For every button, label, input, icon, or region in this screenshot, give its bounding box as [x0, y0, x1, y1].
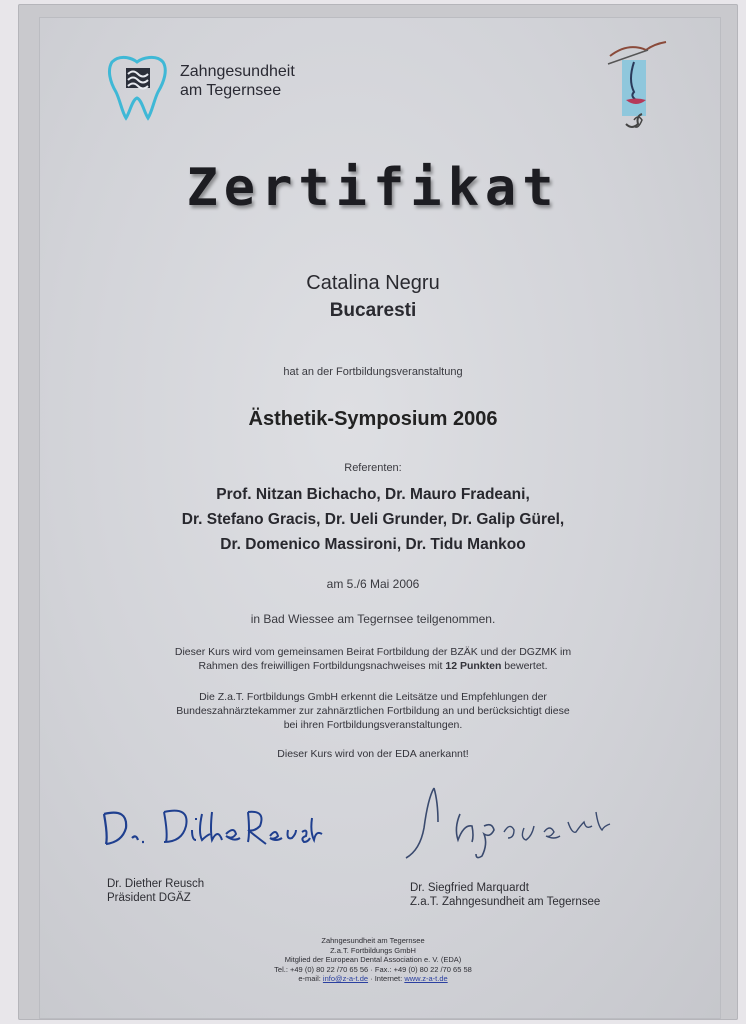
recipient-city: Bucaresti — [329, 300, 417, 321]
points-value: 12 Punkten — [445, 660, 502, 672]
logo-text — [180, 62, 295, 100]
points-line-1: Dieser Kurs wird vom gemeinsamen Beirat Fortbildung der BZÄK und der DGZMK im — [174, 646, 572, 658]
guidelines-line-1: Die Z.a.T. Fortbildungs GmbH erkennt die Leitsätze und Empfehlungen der — [199, 691, 547, 703]
event-date: am 5./6 Mai 2006 — [326, 577, 420, 591]
right-signatory-name: Dr. Siegfried Marquardt — [410, 882, 529, 894]
points-line-2 — [0, 659, 746, 673]
footer-email-link[interactable]: info@z-a-t.de — [322, 974, 369, 983]
speakers-label: Referenten: — [344, 462, 402, 474]
left-signatory — [107, 877, 204, 905]
footer-line-4: Tel.: +49 (0) 80 22 /70 65 56 · Fax.: +49 (0) 80 22 /70 65 58 — [274, 964, 472, 974]
guidelines-paragraph — [0, 690, 746, 732]
tooth-wave-icon — [106, 52, 168, 122]
logo-line-1: Zahngesundheit — [180, 63, 295, 80]
footer — [0, 936, 746, 984]
event-location: in Bad Wiessee am Tegernsee teilgenommen. — [250, 612, 496, 626]
footer-line-5 — [0, 974, 746, 984]
eda-note: Dieser Kurs wird von der EDA anerkannt! — [277, 748, 469, 760]
certificate-title: Zertifikat — [186, 158, 560, 218]
speakers-line-3: Dr. Domenico Massironi, Dr. Tidu Mankoo — [220, 536, 526, 553]
left-signatory-name: Dr. Diether Reusch — [107, 878, 205, 890]
event-name: Ästhetik-Symposium 2006 — [248, 408, 498, 430]
participation-intro: hat an der Fortbildungsveranstaltung — [283, 366, 463, 378]
dgaz-face-logo-icon — [604, 40, 670, 140]
guidelines-line-2: Bundeszahnärztekammer zur zahnärztlichen Fortbildung an und berücksichtigt diese — [176, 705, 570, 717]
footer-email-label: e-mail: — [298, 974, 323, 983]
right-signature — [400, 782, 630, 872]
guidelines-line-3: bei ihren Fortbildungsveranstaltungen. — [283, 719, 463, 731]
right-signatory-role: Z.a.T. Zahngesundheit am Tegernsee — [410, 896, 601, 908]
points-paragraph — [0, 645, 746, 673]
speakers-line-1: Prof. Nitzan Bichacho, Dr. Mauro Fradeani, — [216, 486, 530, 503]
points-suffix: bewertet. — [501, 660, 548, 672]
footer-line-2: Z.a.T. Fortbildungs GmbH — [330, 945, 416, 955]
footer-internet-label: · Internet: — [368, 974, 405, 983]
speakers-line-2: Dr. Stefano Gracis, Dr. Ueli Grunder, Dr. Galip Gürel, — [181, 511, 565, 528]
footer-line-1: Zahngesundheit am Tegernsee — [321, 936, 425, 945]
logo-line-2: am Tegernsee — [180, 82, 282, 99]
left-signatory-role: Präsident DGÄZ — [107, 892, 191, 904]
recipient-name: Catalina Negru — [306, 272, 440, 294]
footer-website-link[interactable]: www.z-a-t.de — [404, 974, 448, 983]
right-signatory — [410, 881, 600, 909]
footer-line-3: Mitglied der European Dental Association e. V. (EDA) — [284, 955, 462, 964]
left-signature — [98, 800, 328, 850]
points-text: Rahmen des freiwilligen Fortbildungsnachweises mit — [198, 660, 446, 672]
